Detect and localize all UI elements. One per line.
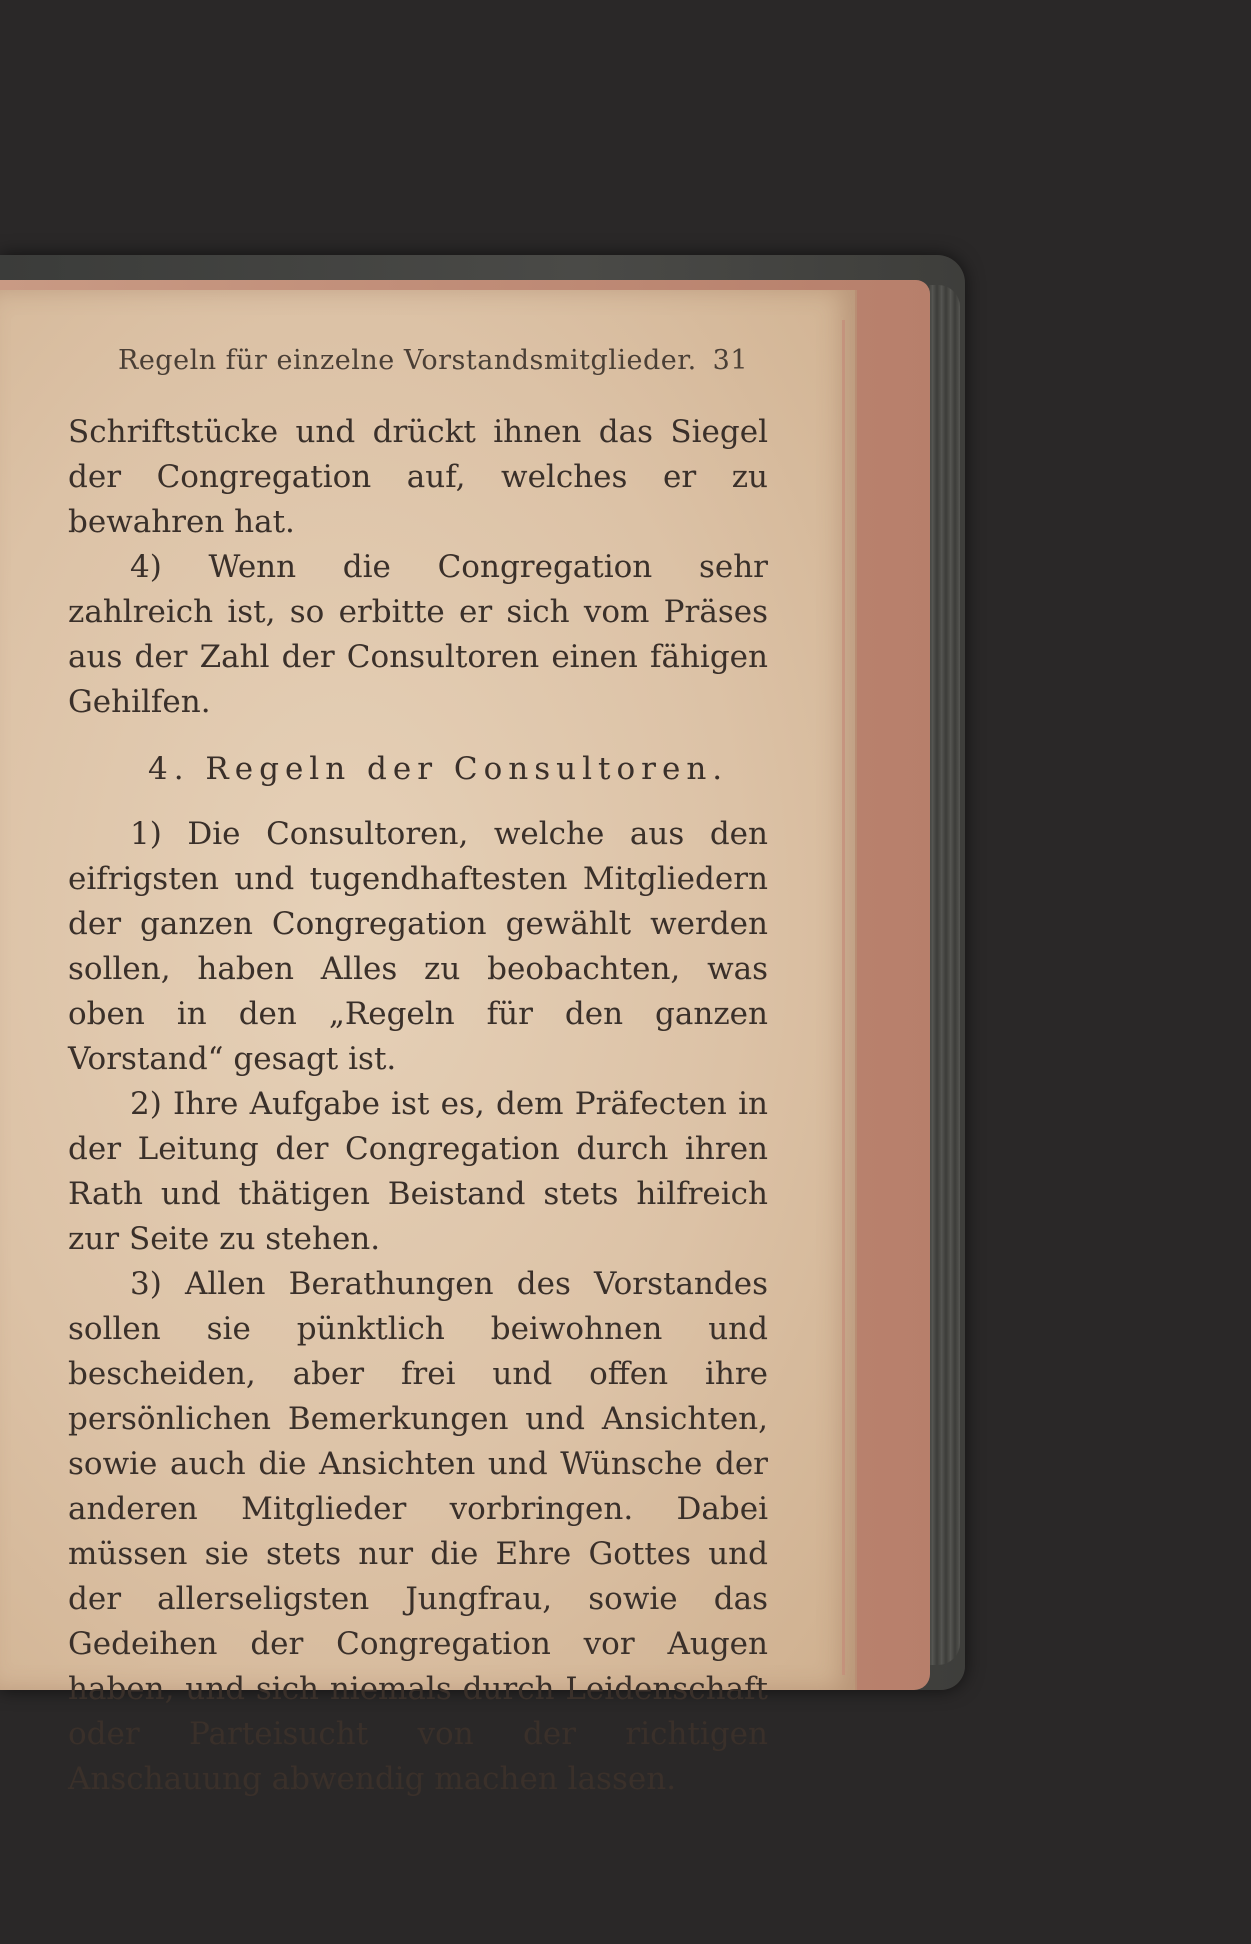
page-edge-line [842,320,845,1675]
paragraph-rule-1: 1) Die Consultoren, welche aus den eifrigsten und tugendhaftesten Mitgliedern der ganzen Congregation gewählt werden sollen, haben Alles zu beobachten, was oben in den „Regeln für den ganzen Vorstand“ gesagt ist. [68,816,768,1077]
paragraph-continuation: Schriftstücke und drückt ihnen das Siegel der Congregation auf, welches er zu bewahren hat. [68,414,768,540]
paragraph-rule-3: 3) Allen Berathungen des Vorstandes sollen sie pünktlich beiwohnen und bescheiden, aber frei und offen ihre persönlichen Bemerkungen und Ansichten, sowie auch die Ansichten und Wünsche der anderen Mitglieder vorbringen. Dabei müssen sie stets nur die Ehre Gottes und der allerseligsten Jungfrau, sowie das Gedeihen der Congregation vor Augen haben, und sich niemals durch Leidenschaft oder Parteisucht von der richtigen Anschauung abwendig machen lassen. [68,1266,768,1797]
page-header [118,345,748,376]
page-body [68,410,768,1802]
running-head: Regeln für einzelne Vorstandsmitglieder. [118,345,697,376]
section-heading: 4. Regeln der Consultoren. [148,751,729,787]
paragraph-rule-2: 2) Ihre Aufgabe ist es, dem Präfecten in der Leitung der Congregation durch ihren Rath und thätigen Beistand stets hilfreich zur Seite zu stehen. [68,1086,768,1257]
page-number: 31 [712,345,748,376]
paragraph-rule-4: 4) Wenn die Congregation sehr zahlreich ist, so erbitte er sich vom Präses aus der Zahl der Consultoren einen fähigen Gehilfen. [68,549,768,720]
